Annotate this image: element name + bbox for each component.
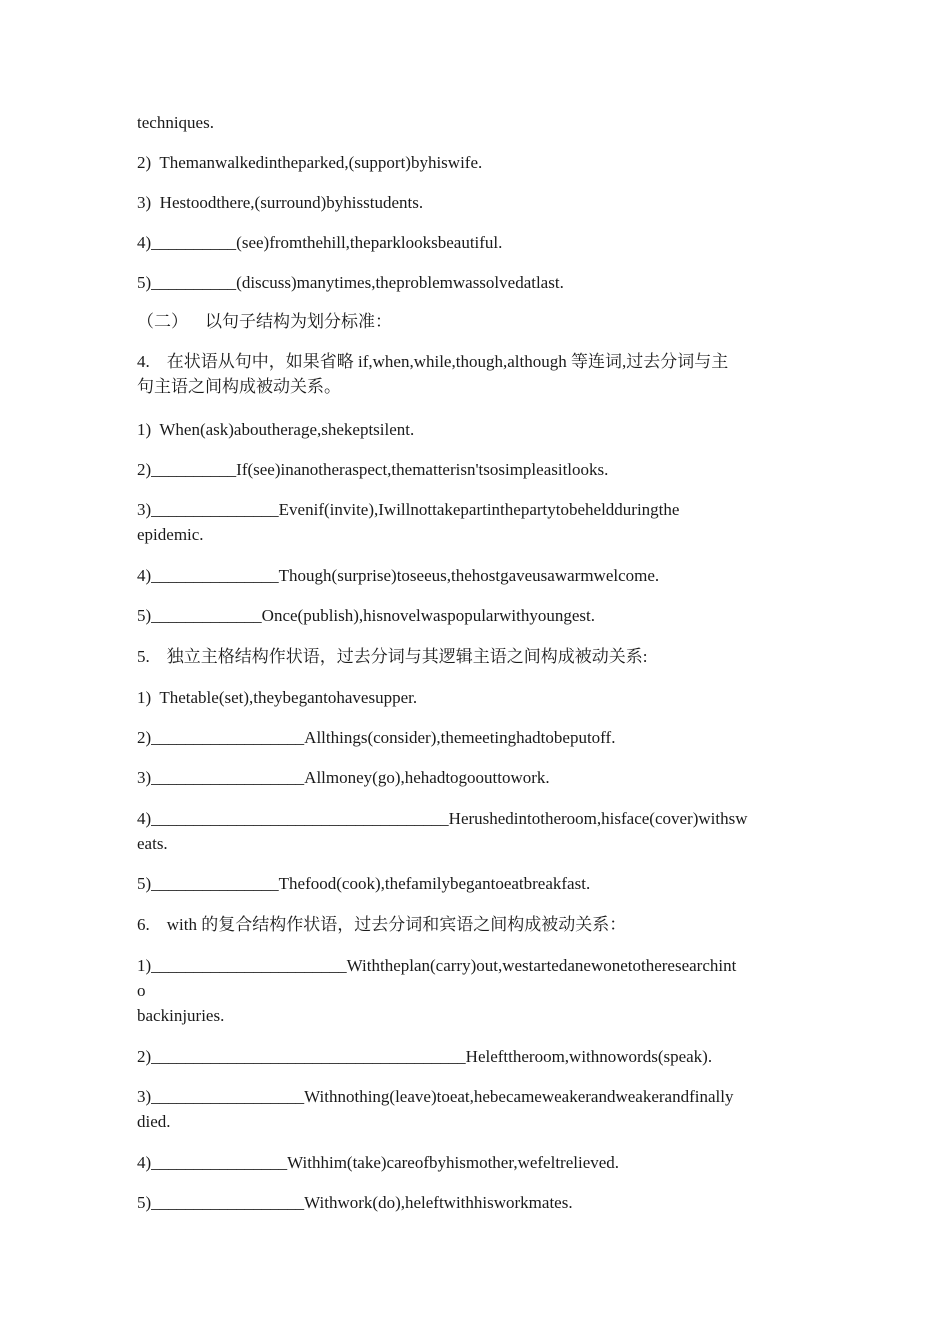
exercise-item: 4)__________(see)fromthehill,theparklooksbeautiful.: [137, 233, 503, 252]
rule-heading: 5. 独立主格结构作状语，过去分词与其逻辑主语之间构成被动关系:: [137, 647, 648, 666]
exercise-item: 5)_____________Once(publish),hisnovelwaspopularwithyoungest.: [137, 606, 595, 625]
exercise-item: 5)__________(discuss)manytimes,theproblemwassolvedatlast.: [137, 273, 564, 292]
exercise-item: 4)________________Withhim(take)careofbyhismother,wefeltrelieved.: [137, 1153, 620, 1172]
exercise-item: 4)___________________________________Herushedintotheroom,hisface(cover)withsw: [137, 809, 748, 828]
rule-heading: 4. 在状语从句中，如果省略 if,when,while,though,although 等连词,过去分词与主: [137, 352, 729, 371]
exercise-item-continued: epidemic.: [137, 525, 204, 544]
exercise-item-continued: eats.: [137, 834, 168, 853]
exercise-item: 2)__________________Allthings(consider),themeetinghadtobeputoff.: [137, 728, 616, 747]
exercise-item: 3)__________________Withnothing(leave)toeat,hebecameweakerandweakerandfinally: [137, 1087, 734, 1106]
exercise-item: 1)_______________________Withtheplan(carry)out,westartedanewonetotheresearchint: [137, 956, 737, 975]
exercise-item: 2)__________If(see)inanotheraspect,thematterisn'tsosimpleasitlooks.: [137, 460, 609, 479]
rule-heading-continued: 句主语之间构成被动关系。: [137, 377, 341, 396]
section-heading: （二） 以句子结构为划分标准：: [137, 312, 392, 331]
rule-heading: 6. with 的复合结构作状语，过去分词和宾语之间构成被动关系：: [137, 915, 627, 934]
exercise-item-continued: died.: [137, 1112, 171, 1131]
exercise-item: 3)_______________Evenif(invite),Iwillnottakepartinthepartytobeheldduringthe: [137, 500, 680, 519]
exercise-item: 3) Hestoodthere,(surround)byhisstudents.: [137, 193, 424, 212]
exercise-item: 3)__________________Allmoney(go),hehadtogoouttowork.: [137, 768, 550, 787]
exercise-item: 5)_______________Thefood(cook),thefamilybegantoeatbreakfast.: [137, 874, 591, 893]
exercise-item-continued: backinjuries.: [137, 1006, 225, 1025]
exercise-item-continued: o: [137, 981, 146, 1000]
exercise-item: 4)_______________Though(surprise)toseeus,thehostgaveusawarmwelcome.: [137, 566, 660, 585]
text-line: techniques.: [137, 113, 214, 132]
exercise-item: 1) When(ask)aboutherage,shekeptsilent.: [137, 420, 415, 439]
exercise-item: 5)__________________Withwork(do),heleftwithhisworkmates.: [137, 1193, 573, 1212]
exercise-item: 2)_____________________________________Helefttheroom,withnowords(speak).: [137, 1047, 713, 1066]
exercise-item: 1) Thetable(set),theybegantohavesupper.: [137, 688, 418, 707]
exercise-item: 2) Themanwalkedintheparked,(support)byhiswife.: [137, 153, 483, 172]
